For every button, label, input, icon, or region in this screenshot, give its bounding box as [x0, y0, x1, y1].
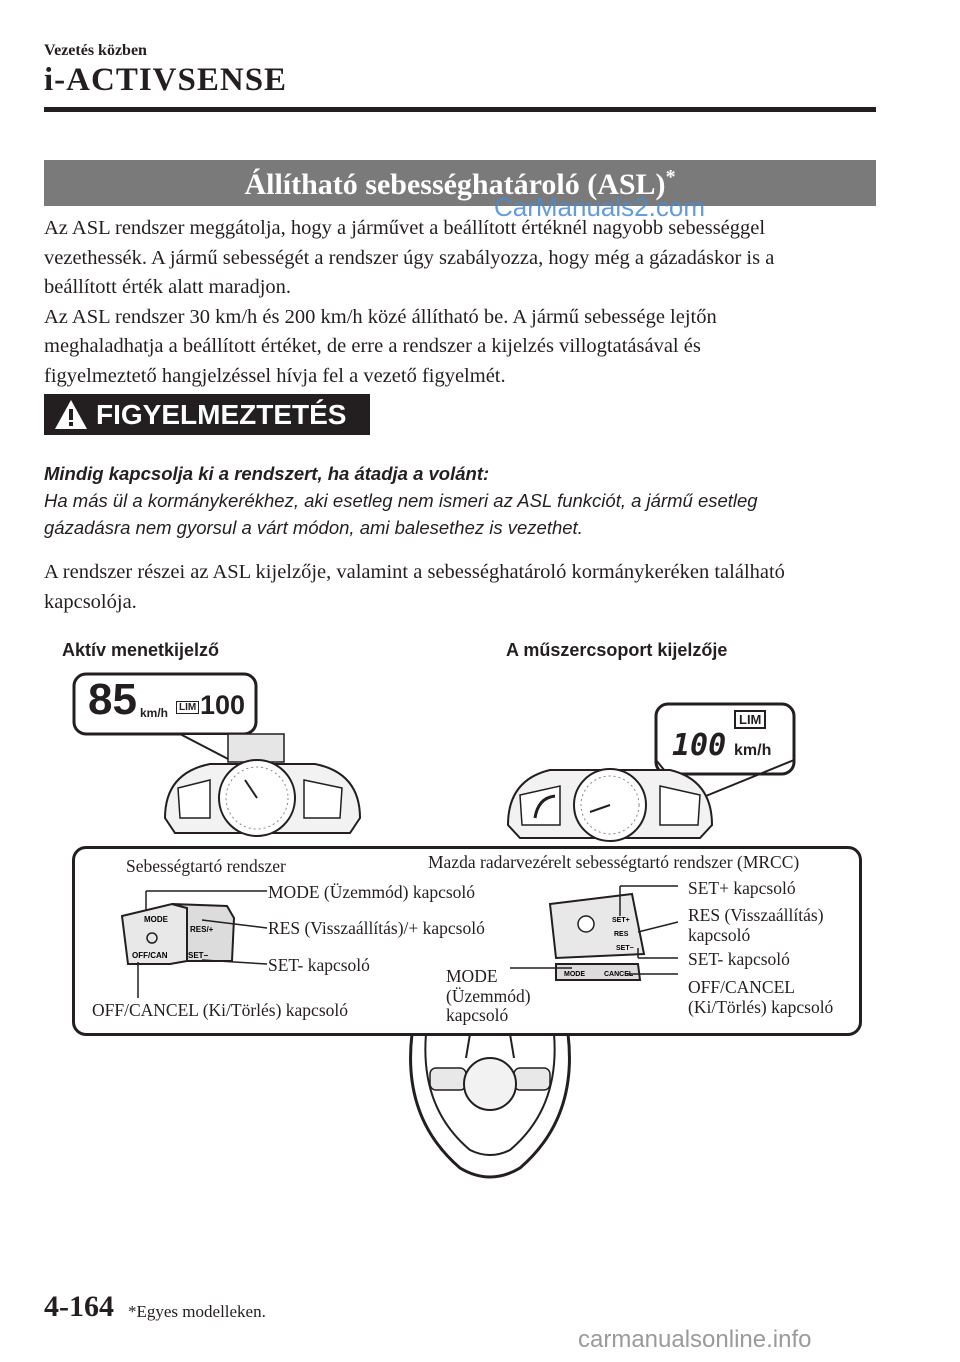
- intro-line: vezethessék. A jármű sebességét a rendszer úgy szabályozza, hogy még a gázadáskor is a: [44, 246, 775, 269]
- warning-line: gázadásra nem gyorsul a várt módon, ami balesethez is vezethet.: [44, 517, 583, 538]
- steering-wheel-illustration: [400, 1028, 580, 1188]
- intro-line: meghaladhatja a beállított értéket, de erre a rendszer a kijelzés villogtatásával és: [44, 335, 701, 357]
- warning-line: Ha más ül a kormánykerékhez, aki esetleg nem ismeri az ASL funkciót, a jármű esetleg: [44, 490, 758, 511]
- page-title: Állítható sebességhatároló (ASL): [244, 168, 666, 201]
- cruise-control-title: Sebességtartó rendszer: [126, 856, 286, 876]
- warning-triangle-icon: [54, 399, 88, 430]
- right-res-switch-label-line1: RES (Visszaállítás): [688, 905, 824, 925]
- right-mode-switch-label-line2: (Üzemmód): [446, 986, 531, 1006]
- warning-text: [44, 460, 874, 541]
- diagram-right-title: A műszercsoport kijelzője: [506, 640, 728, 660]
- left-set-switch-label: SET- kapcsoló: [268, 955, 370, 975]
- system-parts-line: kapcsolója.: [44, 590, 137, 613]
- intro-line: figyelmeztető hangjelzéssel hívja fel a vezető figyelmét.: [44, 364, 506, 387]
- title-asterisk: *: [665, 166, 676, 188]
- right-res-switch-label-line2: kapcsoló: [688, 925, 751, 945]
- section-title: i-ACTIVSENSE: [44, 62, 288, 98]
- cluster-lim-badge: LIM: [734, 710, 766, 729]
- hud-limit: 100: [200, 690, 246, 720]
- svg-text:RES/+: RES/+: [190, 925, 214, 934]
- footnote: *Egyes modelleken.: [128, 1302, 266, 1321]
- site-watermark: carmanualsonline.info: [578, 1326, 812, 1353]
- page-title-bar: [44, 160, 876, 206]
- section-subtitle: Vezetés közben: [44, 42, 147, 59]
- cluster-unit: km/h: [734, 742, 772, 759]
- right-off-cancel-switch-label-line2: (Ki/Törlés) kapcsoló: [688, 997, 834, 1017]
- warning-banner: [44, 394, 370, 435]
- right-off-cancel-switch-label-line1: OFF/CANCEL: [688, 977, 795, 997]
- system-parts-paragraph: [44, 558, 874, 617]
- svg-text:SET−: SET−: [188, 951, 209, 960]
- intro-line: beállított érték alatt maradjon.: [44, 276, 292, 298]
- system-parts-line: A rendszer részei az ASL kijelzője, valamint a sebességhatároló kormánykeréken található: [44, 561, 785, 583]
- svg-text:OFF/CAN: OFF/CAN: [132, 951, 168, 960]
- svg-text:RES: RES: [614, 931, 629, 938]
- right-set-plus-switch-label: SET+ kapcsoló: [688, 878, 796, 898]
- svg-text:MODE: MODE: [144, 915, 168, 924]
- intro-line: Az ASL rendszer 30 km/h és 200 km/h közé állítható be. A jármű sebessége lejtőn: [44, 305, 717, 328]
- cluster-limit: 100: [672, 728, 727, 763]
- right-set-minus-switch-label: SET- kapcsoló: [688, 949, 790, 969]
- diagram-left-title: Aktív menetkijelző: [62, 640, 220, 660]
- header-rule: [44, 107, 876, 112]
- intro-paragraph: [44, 214, 874, 391]
- hud-lim-badge: LIM: [176, 701, 199, 714]
- svg-text:SET−: SET−: [616, 945, 634, 952]
- hud-unit: km/h: [140, 706, 169, 720]
- watermark: CarManuals2.com: [494, 192, 705, 222]
- warning-heading: Mindig kapcsolja ki a rendszert, ha átadja a volánt:: [44, 463, 490, 484]
- svg-text:SET+: SET+: [612, 917, 630, 924]
- hud-speed: 85: [88, 675, 137, 724]
- mrcc-title: Mazda radarvezérelt sebességtartó rendszer (MRCC): [428, 852, 800, 872]
- right-mode-switch-label-line3: kapcsoló: [446, 1005, 509, 1025]
- svg-text:CANCEL: CANCEL: [604, 971, 634, 978]
- left-mode-switch-label: MODE (Üzemmód) kapcsoló: [268, 882, 476, 902]
- intro-line: Az ASL rendszer meggátolja, hogy a járművet a beállított értéknél nagyobb sebességgel: [44, 217, 766, 239]
- left-res-switch-label: RES (Visszaállítás)/+ kapcsoló: [268, 918, 485, 938]
- page-number: 4-164: [44, 1290, 114, 1323]
- right-mode-switch-label-line1: MODE: [446, 966, 498, 986]
- left-off-cancel-switch-label: OFF/CANCEL (Ki/Törlés) kapcsoló: [92, 1000, 348, 1020]
- warning-label: FIGYELMEZTETÉS: [96, 399, 347, 430]
- svg-text:MODE: MODE: [564, 971, 585, 978]
